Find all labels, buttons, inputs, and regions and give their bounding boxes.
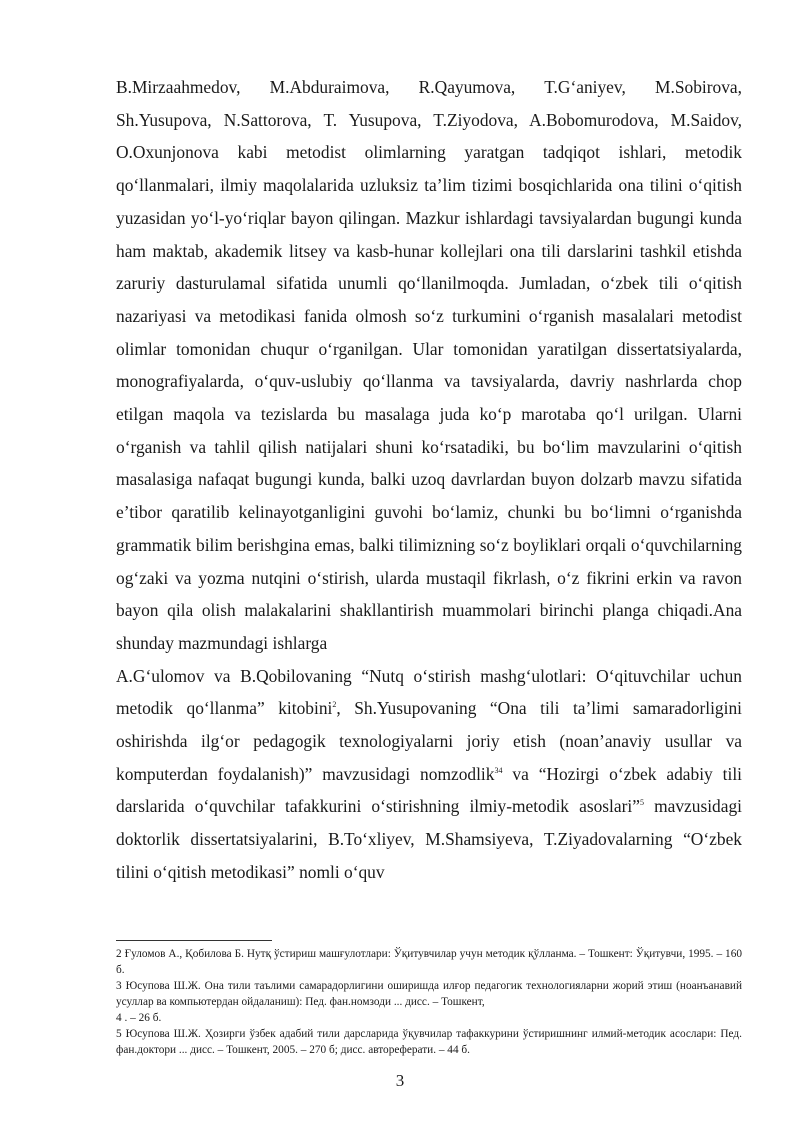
footnotes: [116, 946, 742, 1058]
footnote-4: 4 . – 26 б.: [116, 1012, 162, 1024]
paragraph-2-part-3: va “Hozirgi o‘zbek adabiy tili darslarida o‘quvchilar tafakkurini o‘stirishning ilmiy-metodik asoslari”: [116, 763, 742, 817]
footnote-3: 3 Юсупова Ш.Ж. Она тили таълими самарадорлигини оширишда илғор педагогик технологияларни жорий этиш (ноанъанавий усуллар ва компьютердан ойдаланиш): Пед. фан.номзоди ... дисс. – Тошкент,: [116, 980, 742, 1008]
footnote-ref-2: 2: [332, 700, 337, 710]
footnote-separator: [116, 940, 272, 941]
page-number: 3: [395, 1071, 405, 1090]
paragraph-2-part-4: mavzusidagi doktorlik dissertatsiyalarini, B.To‘xliyev, M.Shamsiyeva, T.Ziyadovalarning “O‘zbek tilini o‘qitish metodikasi” nomli o‘quv: [116, 796, 742, 882]
footnote-2: 2 Ғуломов А., Қобилова Б. Нутқ ўстириш машғулотлари: Ўқитувчилар учун методик қўлланма. – Тошкент: Ўқитувчи, 1995. – 160 б.: [116, 948, 742, 976]
paragraph-2: [116, 660, 742, 889]
paragraph-2-part-2: , Sh.Yusupovaning “Ona tili ta’limi samaradorligini oshirishda ilg‘or pedagogik texnologiyalarni joriy etish (noan’anaviy usullar va komputerdan foydalanish)” mavzusidagi nomzodlik: [116, 698, 742, 784]
footnote-ref-5: 5: [639, 798, 644, 808]
footnote-ref-34: 34: [494, 765, 503, 775]
paragraph-2-part-1: A.G‘ulomov va B.Qobilovaning “Nutq o‘stirish mashg‘ulotlari: O‘qituvchilar uchun metodik qo‘llanma” kitobini: [116, 665, 742, 719]
footnote-5: 5 Юсупова Ш.Ж. Ҳозирги ўзбек адабий тили дарсларида ўқувчилар тафаккурини ўстиришнинг илмий-методик асослари: Пед. фан.доктори ... дисс. – Тошкент, 2005. – 270 б; дисс. автореферати. – 44 б.: [116, 1028, 742, 1056]
paragraph-1: B.Mirzaahmedov, M.Abduraimova, R.Qayumova, T.G‘aniyev, M.Sobirova, Sh.Yusupova, N.Sattorova, T. Yusupova, T.Ziyodova, A.Bobomurodova, M.Saidov, O.Oxunjonova kabi metodist olimlarning yaratgan tadqiqot ishlari, metodik qo‘llanmalari, ilmiy maqolalarida uzluksiz ta’lim tizimi bosqichlarida ona tilini o‘qitish yuzasidan yo‘l-yo‘riqlar bayon qilingan. Mazkur ishlardagi tavsiyalardan bugungi kunda ham maktab, akademik litsey va kasb-hunar kollejlari ona tili darslarini tashkil etishda zaruriy dasturulamal sifatida unumli qo‘llanilmoqda. Jumladan, o‘zbek tili o‘qitish nazariyasi va metodikasi fanida olmosh so‘z turkumini o‘rganish masalalari metodist olimlar tomonidan chuqur o‘rganilgan. Ular tomonidan yaratilgan dissertatsiyalarda, monografiyalarda, o‘quv-uslubiy qo‘llanma va tavsiyalarda, davriy nashrlarda chop etilgan maqola va tezislarda bu masalaga juda ko‘p marotaba qo‘l urilgan. Ularni o‘rganish va tahlil qilish natijalari shuni ko‘rsatadiki, bu bo‘lim mavzularini o‘qitish masalasiga nafaqat bugungi kunda, balki uzoq davrlardan buyon dolzarb mavzu sifatida e’tibor qaratilib kelinayotganligini guvohi bo‘lamiz, chunki bu bo‘limni o‘rganishda grammatik bilim berishgina emas, balki tilimizning so‘z boyliklari orqali o‘quvchilarning og‘zaki va yozma nutqini o‘stirish, ularda mustaqil fikrlash, o‘z fikrini erkin va ravon bayon qila olish malakalarini shakllantirish muammolari birinchi planga chiqadi.Ana shunday mazmundagi ishlarga: [116, 77, 742, 653]
main-text: [116, 71, 742, 889]
